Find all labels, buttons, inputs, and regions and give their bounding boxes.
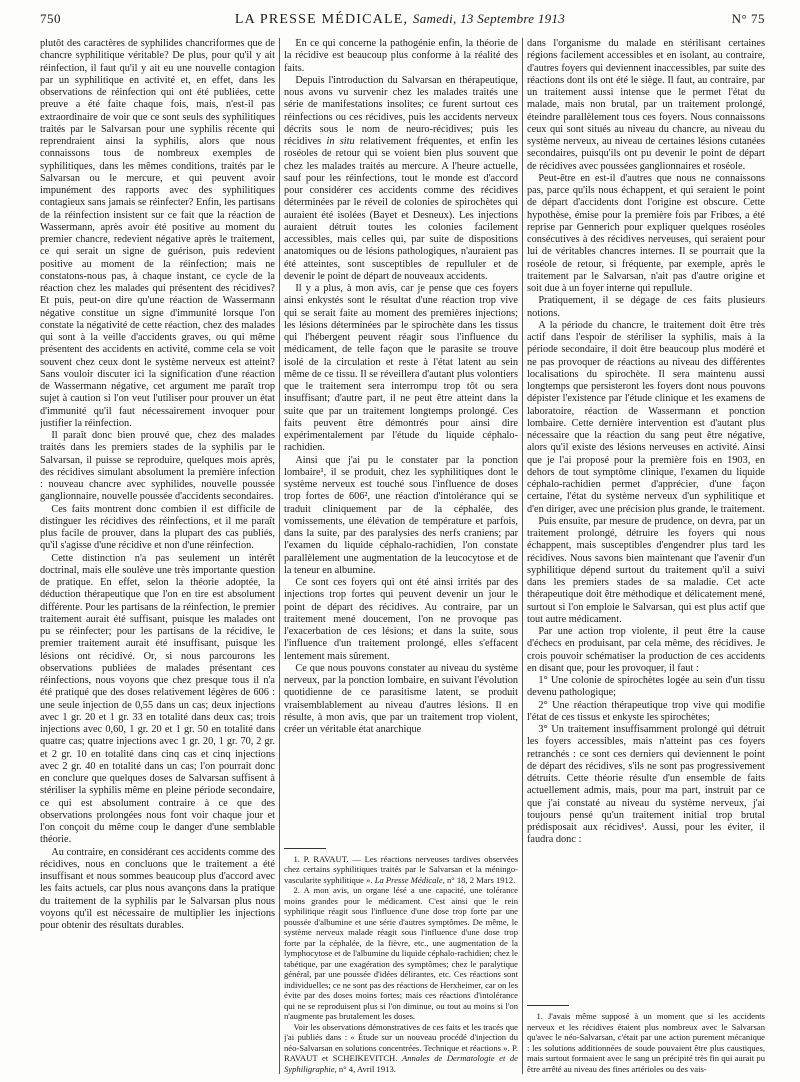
footnote: 2. A mon avis, un organe lésé a une capacité, une tolérance moins grandes pour le médicament. C'est ainsi que le rein syphilitique réagit sous l'influence d'une dose trop forte par une poussée d'albumine et une série d'autres symptômes. De même, le système nerveux malade réagit sous l'influence d'une dose trop forte par la céphalée, de la fièvre, etc., une augmentation de la lymphocytose et de l'albumine du liquide céphalo-rachidien; chez le tabétique, par une exagération des symptômes; chez le paralytique général, par une poussée d'idées délirantes, etc. Ces réactions sont individuelles; ce ne sont pas des réactions de Herxheimer, car on les évite par des doses moins fortes; mais ces réactions d'intolérance qui ne se reproduisent plus si l'on diminue, ou tout au moins si l'on n'augmente pas brutalement les doses. — [284, 885, 518, 1021]
column-body — [284, 38, 518, 736]
italic-term: in situ — [326, 136, 355, 147]
footnotes — [527, 1001, 765, 1074]
footnote-text: , n° 4, Avril 1913. — [334, 1063, 396, 1074]
column-divider — [522, 38, 523, 1074]
paragraph: Pratiquement, il se dégage de ces faits plusieurs notions. — [527, 295, 765, 319]
footnote: 1. J'avais même supposé à un moment que si les accidents nerveux et les récidives étaient plus nombreux avec le Salvarsan qu'avec le néo-Salvarsan, c'était par une action purement mécanique : les solutions additionnées de soude pouvaient être plus caustiques, mais surtout formaient avec le sang un précipité très fin qui aurait pu être arrêté au niveau des fines artérioles ou des vais- — [527, 1011, 765, 1074]
footnotes — [284, 844, 518, 1075]
list-item: 3° Un traitement insuffisamment prolongé qui détruit les foyers accessibles, mais n'atteint pas ces foyers retranchés : ce sont ces derniers qui deviennent le point de départ des récidives, s'ils ne sont pas progressivement détruits. Cette théorie résulte d'un ensemble de faits actuellement admis, mais, pour ma part, instruit par ce que j'ai constaté au niveau du système nerveux, j'ai toujours pensé qu'un traitement initial trop brutal prédisposait aux récidives¹. Aussi, pour les éviter, il faudra donc : — [527, 724, 765, 846]
masthead — [0, 11, 800, 31]
paragraph: Il y a plus, à mon avis, car je pense que ces foyers ainsi enkystés sont le résultat d'une réaction trop vive qui se serait faite au moment des premières injections; les lésions déterminées par le spirochète dans les tissus qui l'hébergent peuvent réagir sous l'influence du médicament, de telle façon que le parasite se trouve isolé de la circulation et reste à l'état latent au sein même de ce tissu. Il se réveillera d'autant plus volontiers que le traitement sera interrompu trop tôt ou sera insuffisant; d'autre part, il ne peut être atteint dans la suite que par un traitement longtemps prolongé. Ces faits peuvent être démontrés pour ainsi dire expérimentalement par l'étude du liquide céphalo-rachidien. — [284, 283, 518, 454]
paragraph: Ces faits montrent donc combien il est difficile de distinguer les récidives des réinfections, et il me paraît plus facile de prouver, dans la plupart des cas publiés, qu'il s'agisse d'une récidive et non d'une réinfection. — [40, 503, 275, 552]
paragraph: Au contraire, en considérant ces accidents comme des récidives, nous en concluons que le traitement a été insuffisant et nous sommes beaucoup plus d'accord avec les faits actuels, car plus nous avançons dans la pratique du traitement de la syphilis par le Salvarsan plus nous voyons qu'il est nécessaire de multiplier les injections pour obtenir des résultats durables. — [40, 846, 275, 931]
issue-number: N° 75 — [731, 11, 765, 26]
issue-date: Samedi, 13 Septembre 1913 — [412, 11, 566, 26]
paragraph: Il paraît donc bien prouvé que, chez des malades traités dans les premiers stades de la syphilis par le Salvarsan, il puisse se reproduire, quelques mois après, des récidives simulant absolument la première infection : nouveau chancre avec syphilides, nouvelle poussée ganglionnaire, nouvelle poussée d'accidents secondaires. — [40, 430, 275, 503]
footnote — [284, 854, 518, 886]
paragraph: dans l'organisme du malade en stérilisant certaines régions facilement accessibles et en isolant, au contraire, d'autres foyers qui deviennent inaccessibles, par suite des réactions dont ils ont été le siège. Il faut, au contraire, par un traitement aussi intense que le permet l'état du malade, mais non brutal, par un traitement prolongé, éteindre parallèlement tous ces foyers. Nous connaissons ceux qui sont situés au niveau du chancre, au niveau du système nerveux, au niveau de certaines lésions cutanées secondaires, puisqu'ils ont pu devenir le point de départ de récidives avec poussées ganglionnaires et roséole. — [527, 38, 765, 172]
publication-name: LA PRESSE MÉDICALE, — [234, 12, 413, 27]
column-1 — [40, 38, 275, 1074]
column-body — [527, 38, 765, 847]
paragraph — [284, 75, 518, 283]
list-item: 2° Une réaction thérapeutique trop vive qui modifie l'état de ces tissus et enkyste les spirochètes; — [527, 699, 765, 723]
column-body — [40, 38, 275, 932]
list-item: 1° Une colonie de spirochètes logée au sein d'un tissu devenu pathologique; — [527, 675, 765, 699]
paragraph: Puis ensuite, par mesure de prudence, on devra, par un traitement prolongé, détruire les foyers qui nous échappent, mais susceptibles d'engendrer plus tard les récidives. Nous savons bien maintenant que l'avenir d'un syphilitique dépend surtout du traitement qu'il a suivi dans les premiers stades de sa maladie. Cet acte thérapeutique doit être méthodique et délicatement mené, surtout si l'on emploie le Salvarsan, qui est plus actif que tout autre médicament. — [527, 515, 765, 625]
column-2 — [284, 38, 518, 1074]
footnote-separator — [284, 848, 326, 849]
paragraph: Ce sont ces foyers qui ont été ainsi irrités par des injections trop fortes qui peuvent devenir un jour le point de départ des récidives. Au contraire, par un traitement mené doucement, l'on ne provoque pas l'exacerbation de ces lésions; et dans la suite, sous l'influence d'un traitement prolongé, elles s'effacent lentement mais sûrement. — [284, 577, 518, 662]
column-divider — [279, 38, 280, 1074]
column-3 — [527, 38, 765, 1074]
footnote-text: Voir les observations démonstratives de ces faits et les tracés que j'ai publiés dans : « Étude sur un nouveau procédé d'injection du néo-Salvarsan en solutions concentrées. Technique et réactions ». P. RAVAUT et SCHEIKEVITCH. — [284, 1021, 518, 1063]
journal-title: La Presse Médicale — [374, 874, 443, 885]
paragraph: Ainsi que j'ai pu le constater par la ponction lombaire¹, il se produit, chez les syphilitiques dont le système nerveux est touché sous l'influence de doses trop fortes de 606², une réaction d'intolérance qui se traduit cliniquement par de la céphalée, des vomissements, une élévation de température et parfois, dans la suite, par des paralysies des nerfs craniens; par l'examen du liquide céphalo-rachidien, l'on constate parallèlement une augmentation de la leucocytose et de la teneur en albumine. — [284, 454, 518, 576]
footnote-text: , n° 18, 2 Mars 1912. — [442, 874, 516, 885]
page-number: 750 — [40, 11, 61, 26]
footnote — [284, 1022, 518, 1075]
footnote-separator — [527, 1005, 569, 1006]
paragraph: Ce que nous pouvons constater au niveau du système nerveux, par la ponction lombaire, en suivant l'évolution quotidienne de ce parasitisme latent, se produit vraisemblablement au niveau d'autres lésions. Il en résulte, à mon avis, que par un traitement trop violent, créer un véritable état anarchique — [284, 662, 518, 735]
journal-title: Annales de Dermatologie et de Syphiligraphie — [284, 1053, 518, 1074]
paragraph: plutôt des caractères de syphilides chancriformes que de chancre syphilitique véritable? De plus, pour qu'il y ait réinfection, il faut qu'il y ait eu une nouvelle contagion par un syphilitique en activité et, en effet, dans les observations de réinfection qui ont été publiées, cette preuve a été faite chaque fois, mais, n'est-il pas extraordinaire de voir que ce sont seuls des syphilitiques traités par le Salvarsan pour une syphilis récente qui reprendraient ainsi la syphilis, alors que nous connaissons tous de nombreux exemples de syphilitiques, dans les mêmes conditions, traités par le Salvarsan ou le mercure, et qui peuvent avoir impunément des rapports avec des syphilitiques contagieux sans jamais se réinfecter? Enfin, les partisans de la réinfection insistent sur ce fait que la réaction de Wassermann, après avoir été positive au moment du premier chancre, redevient négative après le traitement, ce qui serait un signe de guérison, puis redevient positive au moment de la réinfection; mais ne constatons-nous pas, à chaque instant, ce cycle de la réaction chez les malades qui présentent des récidives? Et puis, peut-on dire qu'une réaction de Wassermann négative constitue un signe d'immunité lorsque l'on constate la négativité de cette réaction, chez des malades qui sont à la veille d'accidents graves, ou qui même présentent des accidents en activité, comme cela se voit souvent chez ceux dont le système nerveux est atteint? Sans vouloir discuter ici la signification d'une réaction de Wassermann négative, cet argument me paraît trop sujet à caution si l'on veut l'utiliser pour prouver un état d'immunité qu'il faut nécessairement invoquer pour justifier la réinfection. — [40, 38, 275, 429]
paragraph-text: relativement fréquentes, et enfin les roséoles de retour qui se voient bien plus souvent que chez les malades traités au mercure. A l'heure actuelle, sauf pour les réinfections, tout le monde est d'accord pour considérer ces accidents comme des récidives déterminées par le réveil de colonies de spirochètes qui auraient été isolées (Bayet et Desneux). Les injections auraient détruit toutes les colonies facilement accessibles, mais celles qui, par suite de dispositions anatomiques ou de lésions pathologiques, n'auraient pas été atteintes, sont susceptibles de repulluler et de devenir le point de départ de nouveaux accidents. — [284, 136, 518, 282]
paragraph: A la période du chancre, le traitement doit être très actif dans l'espoir de stériliser la syphilis, mais à la période secondaire, il doit être beaucoup plus modéré et ne pas provoquer de réactions au niveau des différentes localisations du spirochète. Il sera maintenu aussi longtemps que persisteront les foyers dont nous pouvons dépister l'existence par l'étude clinique et les examens de laboratoire, réaction de Wassermann et ponction lombaire. Cette dernière intervention est d'autant plus nécessaire que la réaction du sang peut être négative, alors qu'il existe des lésions nerveuses en activité. Ainsi que je l'ai proposé pour la première fois en 1903, en dehors de tout symptôme clinique, l'examen du liquide céphalo-rachidien permet d'apprécier, d'une façon certaine, l'état du système nerveux d'un syphilitique et d'en diriger, avec une précision plus grande, le traitement. — [527, 319, 765, 515]
footnote-text: 1. P. RAVAUT. — Les réactions nerveuses tardives observées chez certains syphilitiques traités par le Salvarsan et la méningo-vascularite syphilitique ». — [284, 853, 518, 885]
paragraph: Peut-être en est-il d'autres que nous ne connaissons pas, parce qu'ils nous échappent, et qui seraient le point de départ d'accidents dont l'origine est obscure. Cette hypothèse, émise pour la première fois par Fribœs, a été reprise par Gennerich pour expliquer quelques roséoles consécutives à des récidives nerveuses, qui seraient pour lui de véritables chancres internes. Il se pourrait que la roséole de retour, si fréquente, par exemple, après le traitement par le Salvarsan, n'ait pas d'autre origine et soit due à un foyer interne qui repullule. — [527, 172, 765, 294]
paragraph: Cette distinction n'a pas seulement un intérêt doctrinal, mais elle soulève une très importante question de pratique. En effet, selon la théorie adoptée, la déduction thérapeutique que l'on en tire est absolument différente. Pour les partisans de la réinfection, le premier traitement aurait été suffisant, puisque les malades ont pu se réinfecter; pour les partisans de la récidive, le premier traitement aurait été insuffisant, puisque les lésions ont récidivé. Or, si nous parcourons les observations publiées de malades présentant ces réinfections, nous voyons que chez presque tous il n'a été pratiqué que des doses relativement légères de 606 : une seule injection de 0,55 dans un cas; deux injections avec 1 gr. 20 et 1 gr. 33 en totalité dans deux cas; trois injections avec 0,60, 1 gr. 20 et 1 gr. 50 en totalité dans quatre cas; quatre injections avec 1 gr. 20, 1 gr. 70, 2 gr. et 2 gr. 10 en totalité dans cinq cas et cinq injections avec 2 gr. 40 en totalité dans un cas; l'on pourrait donc en conclure que quelques doses de Salvarsan suffisent à stériliser la syphilis même en pleine période secondaire, ce qui est absolument contraire à ce que des observations prolongées nous font voir chaque jour et l'on conçoit du même coup le danger d'une semblable théorie. — [40, 552, 275, 846]
paragraph-text: Depuis l'introduction du Salvarsan en thérapeutique, nous avons vu survenir chez les malades traités une série de manifestations insolites; ce furent surtout ces réinfections ou ces récidives, puis les accidents nerveux décrits sous le nom de neuro-récidives; puis les récidives — [284, 74, 518, 147]
paragraph: En ce qui concerne la pathogénie enfin, la théorie de la récidive est beaucoup plus conforme à la réalité des faits. — [284, 38, 518, 74]
paragraph: Par une action trop violente, il peut être la cause d'échecs en produisant, par cela même, des récidives. Je crois pouvoir schématiser la production de ces accidents en disant que, pour les provoquer, il faut : — [527, 626, 765, 674]
